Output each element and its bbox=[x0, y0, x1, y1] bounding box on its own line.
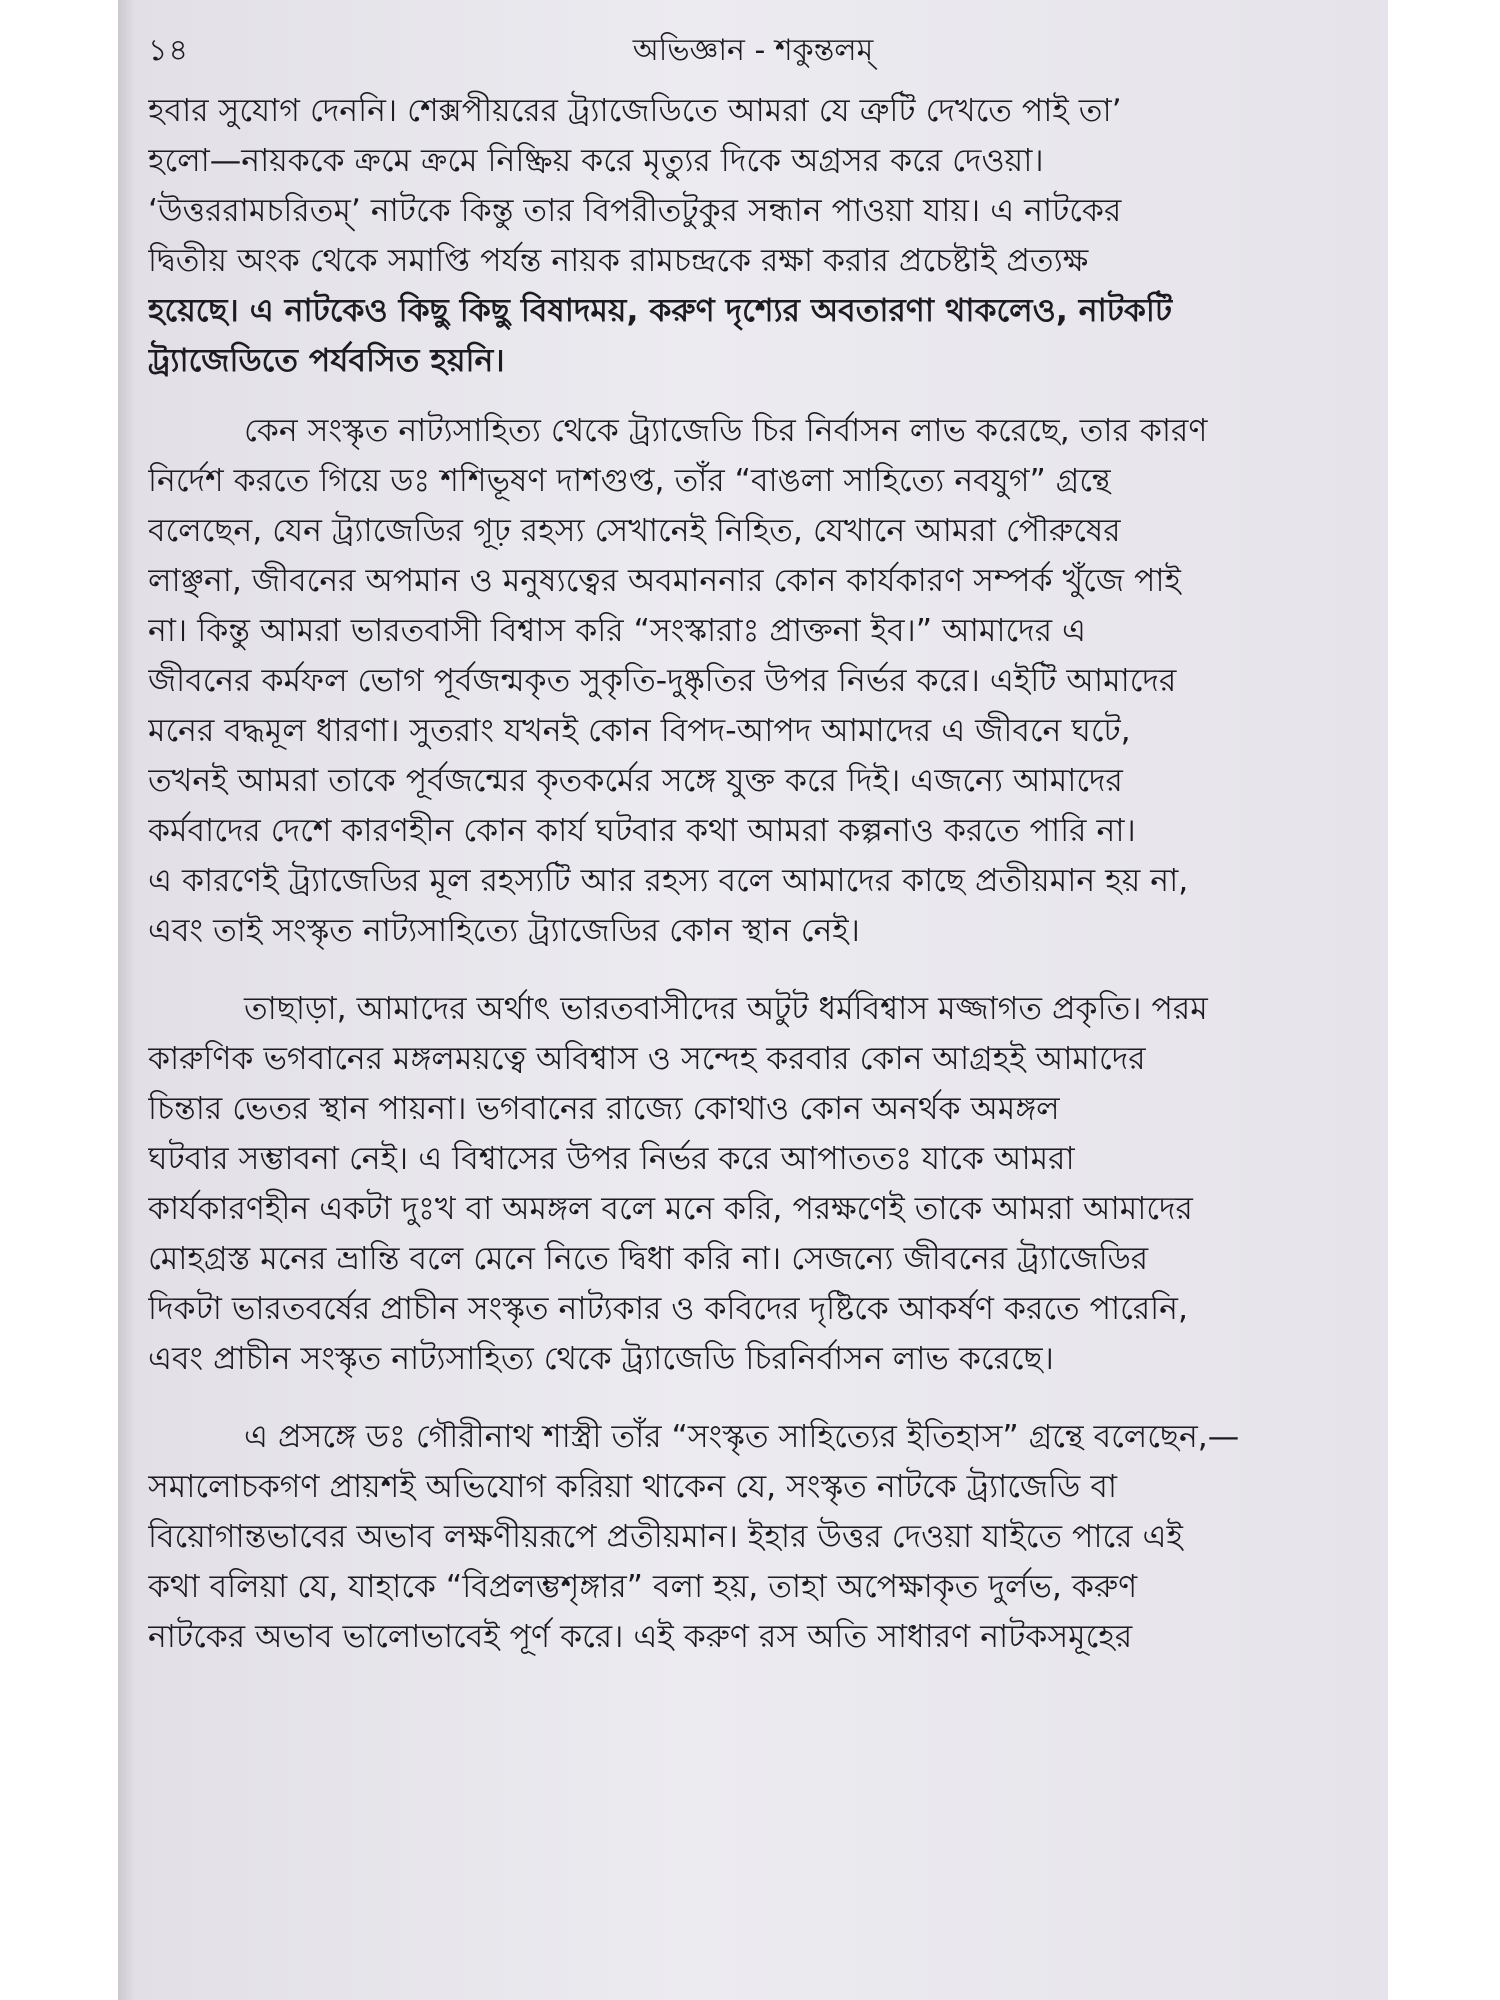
text-line: কার্যকারণহীন একটা দুঃখ বা অমঙ্গল বলে মনে করি, পরক্ষণেই তাকে আমরা আমাদের bbox=[148, 1191, 1193, 1227]
text-line: তাছাড়া, আমাদের অর্থাৎ ভারতবাসীদের অটুট ধর্মবিশ্বাস মজ্জাগত প্রকৃতি। পরম bbox=[244, 991, 1208, 1027]
text-line: কারুণিক ভগবানের মঙ্গলময়ত্বে অবিশ্বাস ও সন্দেহ করবার কোন আগ্রহই আমাদের bbox=[148, 1041, 1146, 1077]
page-header bbox=[148, 22, 1358, 72]
spine-shadow bbox=[118, 0, 136, 2000]
running-title: অভিজ্ঞান - শকুন্তলম্ bbox=[632, 33, 874, 68]
text-line: ঘটবার সম্ভাবনা নেই। এ বিশ্বাসের উপর নির্ভর করে আপাততঃ যাকে আমরা bbox=[148, 1141, 1075, 1177]
text-line: মোহগ্রস্ত মনের ভ্রান্তি বলে মেনে নিতে দ্বিধা করি না। সেজন্যে জীবনের ট্র্যাজেডির bbox=[148, 1241, 1149, 1277]
paragraph-p2 bbox=[148, 406, 1368, 956]
text-line: কর্মবাদের দেশে কারণহীন কোন কার্য ঘটবার কথা আমরা কল্পনাও করতে পারি না। bbox=[148, 813, 1136, 849]
text-line: এবং তাই সংস্কৃত নাট্যসাহিত্যে ট্র্যাজেডির কোন স্থান নেই। bbox=[148, 913, 860, 949]
page-number: ১৪ bbox=[148, 33, 189, 68]
text-line: চিন্তার ভেতর স্থান পায়না। ভগবানের রাজ্যে কোথাও কোন অনর্থক অমঙ্গল bbox=[148, 1091, 1060, 1127]
text-line: না। কিন্তু আমরা ভারতবাসী বিশ্বাস করি “সংস্কারাঃ প্রাক্তনা ইব।” আমাদের এ bbox=[148, 613, 1087, 649]
text-line: লাঞ্ছনা, জীবনের অপমান ও মনুষ্যত্বের অবমাননার কোন কার্যকারণ সম্পর্ক খুঁজে পাই bbox=[148, 563, 1181, 599]
text-line: দিকটা ভারতবর্ষের প্রাচীন সংস্কৃত নাট্যকার ও কবিদের দৃষ্টিকে আকর্ষণ করতে পারেনি, bbox=[148, 1291, 1188, 1327]
text-line: তখনই আমরা তাকে পূর্বজন্মের কৃতকর্মের সঙ্গে যুক্ত করে দিই। এজন্যে আমাদের bbox=[148, 763, 1123, 799]
paragraph-gap bbox=[148, 956, 1368, 984]
paragraph-p1 bbox=[148, 86, 1368, 386]
text-line: হয়েছে। এ নাটকেও কিছু কিছু বিষাদময়, করুণ দৃশ্যের অবতারণা থাকলেও, নাটকটি bbox=[148, 293, 1173, 329]
text-line: দ্বিতীয় অংক থেকে সমাপ্তি পর্যন্ত নায়ক রামচন্দ্রকে রক্ষা করার প্রচেষ্টাই প্রত্যক্ষ bbox=[148, 243, 1089, 279]
text-line: নাটকের অভাব ভালোভাবেই পূর্ণ করে। এই করুণ রস অতি সাধারণ নাটকসমূহের bbox=[148, 1619, 1133, 1655]
text-line: এবং প্রাচীন সংস্কৃত নাট্যসাহিত্য থেকে ট্র্যাজেডি চিরনির্বাসন লাভ করেছে। bbox=[148, 1341, 1054, 1377]
paragraph-gap bbox=[148, 386, 1368, 406]
body-text bbox=[148, 86, 1368, 1662]
text-line: কথা বলিয়া যে, যাহাকে “বিপ্রলম্ভশৃঙ্গার” বলা হয়, তাহা অপেক্ষাকৃত দুর্লভ, করুণ bbox=[148, 1569, 1138, 1605]
text-line: এ প্রসঙ্গে ডঃ গৌরীনাথ শাস্ত্রী তাঁর “সংস্কৃত সাহিত্যের ইতিহাস” গ্রন্থে বলেছেন,— bbox=[244, 1419, 1240, 1455]
text-line: মনের বদ্ধমূল ধারণা। সুতরাং যখনই কোন বিপদ-আপদ আমাদের এ জীবনে ঘটে, bbox=[148, 713, 1131, 749]
text-line: ট্র্যাজেডিতে পর্যবসিত হয়নি। bbox=[148, 343, 505, 379]
text-line: বিয়োগান্তভাবের অভাব লক্ষণীয়রূপে প্রতীয়মান। ইহার উত্তর দেওয়া যাইতে পারে এই bbox=[148, 1519, 1183, 1555]
text-line: হবার সুযোগ দেননি। শেক্সপীয়রের ট্র্যাজেডিতে আমরা যে ত্রুটি দেখতে পাই তা’ bbox=[148, 93, 1122, 129]
text-line: নির্দেশ করতে গিয়ে ডঃ শশিভূষণ দাশগুপ্ত, তাঁর “বাঙলা সাহিত্যে নবযুগ” গ্রন্থে bbox=[148, 463, 1111, 499]
paragraph-gap bbox=[148, 1384, 1368, 1412]
text-line: বলেছেন, যেন ট্র্যাজেডির গূঢ় রহস্য সেখানেই নিহিত, যেখানে আমরা পৌরুষের bbox=[148, 513, 1121, 549]
paragraph-p3 bbox=[148, 984, 1368, 1384]
book-page bbox=[118, 0, 1388, 2000]
text-line: জীবনের কর্মফল ভোগ পূর্বজন্মকৃত সুকৃতি-দুষ্কৃতির উপর নির্ভর করে। এইটি আমাদের bbox=[148, 663, 1177, 699]
paragraph-p4 bbox=[148, 1412, 1368, 1662]
text-line: ‘উত্তররামচরিতম্’ নাটকে কিন্তু তার বিপরীতটুকুর সন্ধান পাওয়া যায়। এ নাটকের bbox=[148, 193, 1122, 229]
text-line: কেন সংস্কৃত নাট্যসাহিত্য থেকে ট্র্যাজেডি চির নির্বাসন লাভ করেছে, তার কারণ bbox=[244, 413, 1208, 449]
text-line: এ কারণেই ট্র্যাজেডির মূল রহস্যটি আর রহস্য বলে আমাদের কাছে প্রতীয়মান হয় না, bbox=[148, 863, 1189, 899]
text-line: হলো—নায়ককে ক্রমে ক্রমে নিষ্ক্রিয় করে মৃত্যুর দিকে অগ্রসর করে দেওয়া। bbox=[148, 143, 1044, 179]
text-line: সমালোচকগণ প্রায়শই অভিযোগ করিয়া থাকেন যে, সংস্কৃত নাটকে ট্র্যাজেডি বা bbox=[148, 1469, 1117, 1505]
